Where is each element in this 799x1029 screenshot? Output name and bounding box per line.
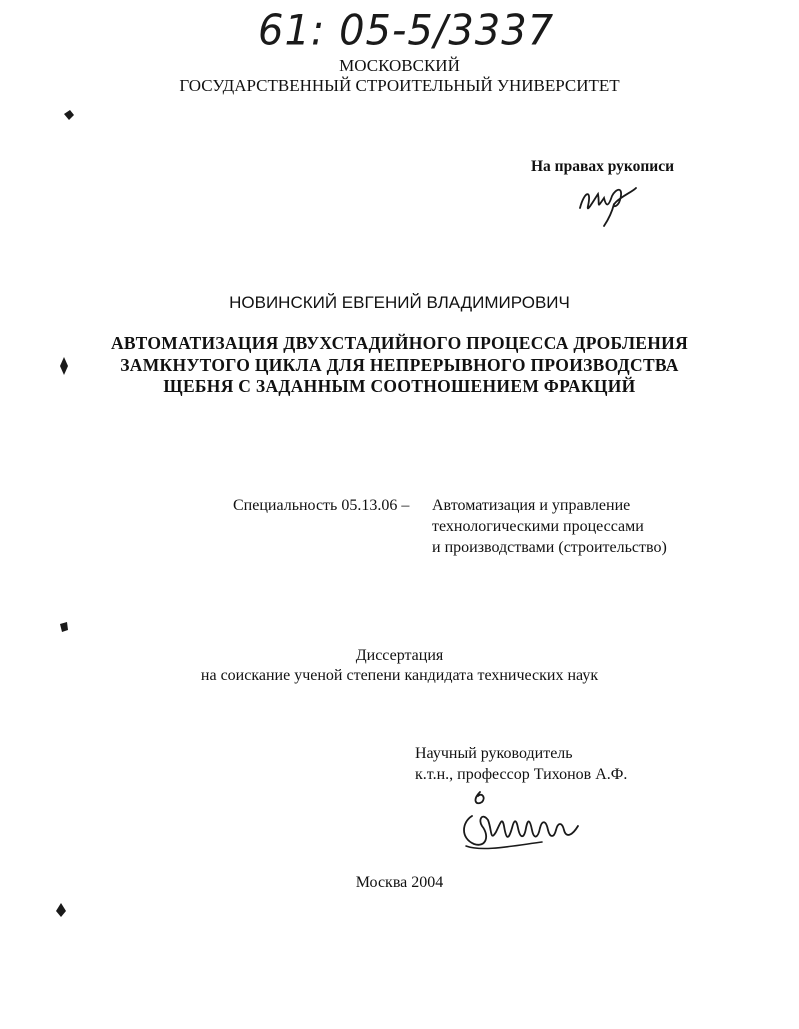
dissertation-label: Диссертация bbox=[355, 647, 444, 664]
title-line-2: ЗАМКНУТОГО ЦИКЛА ДЛЯ НЕПРЕРЫВНОГО ПРОИЗВОДСТВА bbox=[120, 355, 679, 375]
title-line-3: ЩЕБНЯ С ЗАДАННЫМ СООТНОШЕНИЕМ ФРАКЦИЙ bbox=[163, 376, 636, 396]
advisor-name: к.т.н., профессор Тихонов А.Ф. bbox=[415, 766, 628, 783]
binding-hole-mark-icon bbox=[54, 902, 68, 918]
dissertation-degree: на соискание ученой степени кандидата технических наук bbox=[200, 667, 599, 684]
specialty-value-line2: технологическими процессами bbox=[432, 518, 644, 535]
manuscript-note: На правах рукописи bbox=[531, 158, 675, 175]
title-line-1: АВТОМАТИЗАЦИЯ ДВУХСТАДИЙНОГО ПРОЦЕССА ДРОБЛЕНИЯ bbox=[110, 333, 689, 353]
binding-hole-mark-icon bbox=[58, 620, 70, 634]
specialty-value-line3: и производствами (строительство) bbox=[432, 539, 667, 556]
city-year: Москва 2004 bbox=[355, 874, 444, 891]
author-signature-icon bbox=[574, 178, 644, 228]
archive-number: 61: 05-5/3337 bbox=[258, 6, 555, 56]
author-name: НОВИНСКИЙ ЕВГЕНИЙ ВЛАДИМИРОВИЧ bbox=[229, 293, 570, 312]
advisor-signature-icon bbox=[452, 786, 592, 862]
university-name-line2: ГОСУДАРСТВЕННЫЙ СТРОИТЕЛЬНЫЙ УНИВЕРСИТЕТ bbox=[179, 76, 620, 95]
binding-hole-mark-icon bbox=[58, 356, 70, 376]
university-name-line1: МОСКОВСКИЙ bbox=[339, 56, 460, 75]
binding-hole-mark-icon bbox=[62, 108, 76, 122]
specialty-value-line1: Автоматизация и управление bbox=[432, 497, 631, 514]
advisor-role: Научный руководитель bbox=[415, 745, 573, 762]
specialty-label: Специальность 05.13.06 – bbox=[233, 497, 410, 514]
